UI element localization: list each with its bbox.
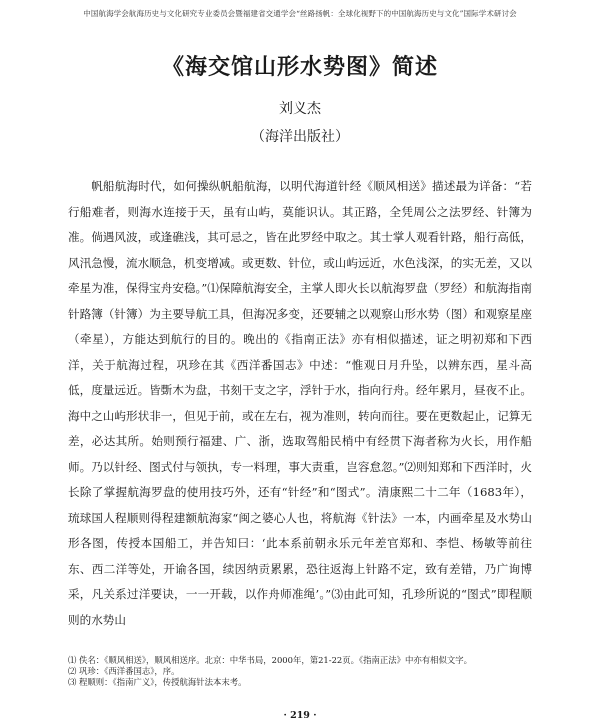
author-name: 刘义杰 [279, 101, 321, 117]
running-header: 中国航海学会航海历史与文化研究专业委员会暨福建省交通学会“丝路扬帆：全球化视野下的中国航海历史与文化”国际学术研讨会 [83, 9, 517, 18]
paper-title: 《海交馆山形水势图》简述 [161, 54, 438, 80]
footnote-2: ⑵ 巩珍：《西洋番国志》，序。 [68, 666, 180, 676]
footnotes [68, 655, 532, 688]
author-affiliation: （海洋出版社） [251, 129, 349, 145]
page-number: · 219 · [283, 710, 317, 721]
body-paragraph: 帆船航海时代，如何操纵帆船航海，以明代海道针经《顺风相送》描述最为详备：“若行船难者，则海水连接于天，虽有山屿，莫能识认。其正路，全凭周公之法罗经、针簿为准。倘遇风波，或逢礁浅，其可忌之，皆在此罗经中取之。其士掌人观看针路，船行高低，风汛急慢，流水顺急，机变增减。或更数、针位，或山屿远近，水色浅深，的实无差，又以牵星为准，保得宝舟安稳。”⑴保障航海安全，主掌人即火长以航海罗盘（罗经）和航海指南针路簿（针簿）为主要导航工具，但海况多变，还要辅之以观察山形水势（图）和观察星座（牵星），方能达到航行的目的。晚出的《指南正法》亦有相似描述，证之明初郑和下西洋，关于航海过程，巩珍在其《西洋番国志》中述：“惟观日月升坠，以辨东西，星斗高低，度量远近。皆斲木为盘，书刻干支之字，浮针于水，指向行舟。经年累月，昼夜不止。海中之山屿形状非一，但见于前，或在左右，视为准则，转向而往。要在更数起止，记算无差，必达其所。始则预行福建、广、浙，选取驾船民梢中有经贯下海者称为火长，用作船师。乃以针经、图式付与领执，专一料理，事大责重，岂容怠忽。”⑵则知郑和下西洋时，火长除了掌握航海罗盘的使用技巧外，还有“针经”和“图式”。清康熙二十二年（1683年），琉球国人程顺则得程建额航海家“闽之婆心人也，将航海《针法》一本，内画牵星及水势山形各图，传授本国船工，并告知曰：‘此本系前朝永乐元年差官郑和、李恺、杨敏等前往东、西二洋等处，开谕各国，续因纳贡累累，恐往返海上针路不定，致有差错，乃广询博采，凡关系过洋要诀，一一开载，以作舟师准绳’。”⑶由此可知，孔珍所说的“图式”即程顺则的水势山 [68, 179, 532, 627]
footnote-3: ⑶ 程顺则：《指南广义》，传授航海针法本末考。 [68, 677, 247, 687]
footnote-1: ⑴ 佚名：《顺风相送》，顺风相送序。北京：中华书局，2000年，第21-22页。《指南正法》中亦有相似文字。 [68, 655, 473, 665]
